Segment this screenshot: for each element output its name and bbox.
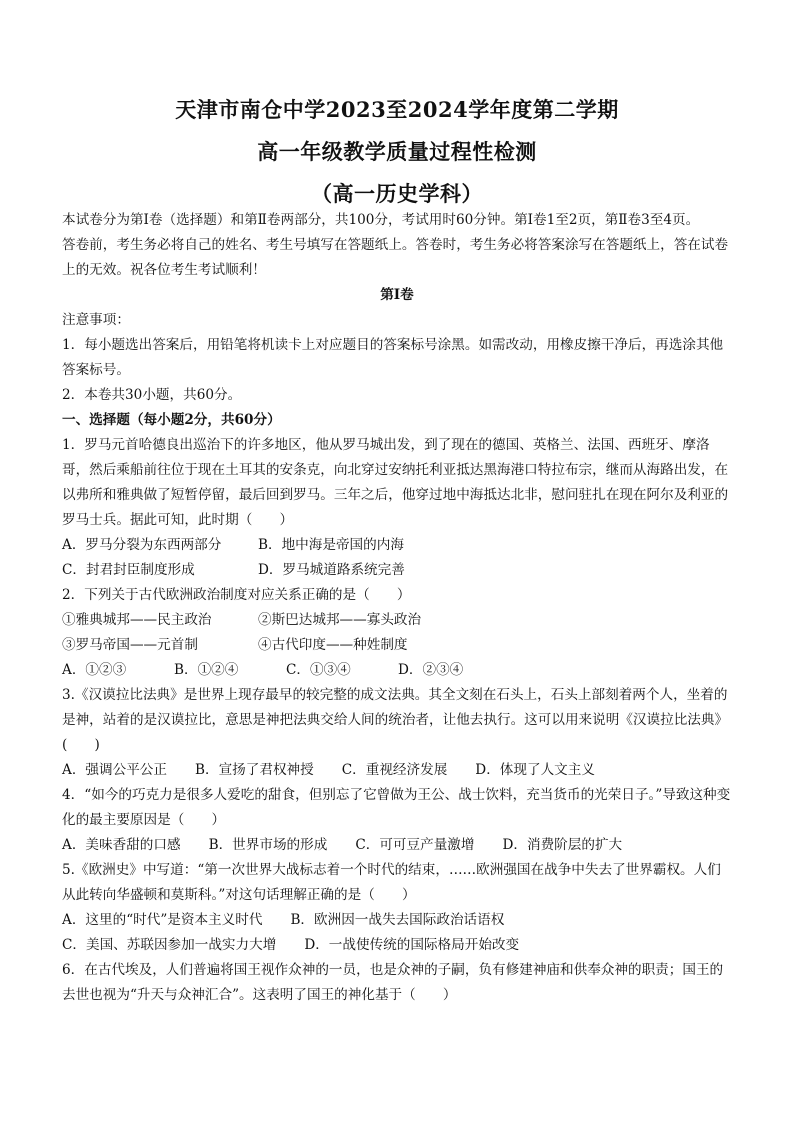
question-3-stem: 3.《汉谟拉比法典》是世界上现存最早的较完整的成文法典。其全文刻在石头上，石头上部刻着两个人，坐着的是神，站着的是汉谟拉比，意思是神把法典交给人间的统治者，让他去执行。这可以用来说明《汉谟拉比法典》( ) [62, 687, 729, 753]
question-1-option-d: D．罗马城道路系统完善 [258, 562, 405, 578]
question-1-stem: 1．罗马元首哈德良出巡治下的许多地区，他从罗马城出发，到了现在的德国、英格兰、法国、西班牙、摩洛哥，然后乘船前往位于现在土耳其的安条克，向北穿过安纳托利亚抵达黑海港口特拉布宗，继而从海路出发，在以弗所和雅典做了短暂停留，最后回到罗马。三年之后，他穿过地中海抵达北非，慰问驻扎在现在阿尔及利亚的罗马士兵。据此可知，此时期（ ） [62, 437, 729, 528]
question-4-option-a: A．美味香甜的口感 [62, 837, 181, 853]
question-2-option-d: D．②③④ [398, 662, 464, 678]
question-1-option-b: B．地中海是帝国的内海 [258, 537, 404, 553]
note-2: 2．本卷共30小题，共60分。 [62, 387, 242, 403]
exam-title-grade: 高一年级教学质量过程性检测 [257, 139, 537, 164]
exam-title-subject: （高一历史学科） [311, 181, 483, 206]
question-5-options-row-1 [62, 908, 732, 933]
question-5-stem: 5.《欧洲史》中写道：“第一次世界大战标志着一个时代的结束，……欧洲强国在战争中失去了世界霸权。人们从此转向华盛顿和莫斯科。”对这句话理解正确的是（ ） [62, 862, 721, 903]
question-4-stem: 4．“如今的巧克力是很多人爱吃的甜食，但别忘了它曾做为王公、战士饮料，充当货币的光荣日子。”导致这种变化的最主要原因是（ ） [62, 787, 731, 828]
exam-content [62, 208, 732, 1008]
note-1: 1．每小题选出答案后，用铅笔将机读卡上对应题目的答案标号涂黑。如需改动，用橡皮擦干净后，再选涂其他答案标号。 [62, 337, 724, 378]
question-1-options-row-2 [62, 558, 732, 583]
question-4-option-c: C．可可豆产量激增 [355, 837, 475, 853]
question-5-option-d: D．一战使传统的国际格局开始改变 [304, 937, 520, 953]
question-1-option-a: A．罗马分裂为东西两部分 [62, 537, 222, 553]
question-2-option-c: C．①③④ [286, 662, 351, 678]
question-2-items-row-1 [62, 608, 732, 633]
question-3-option-a: A．强调公平公正 [62, 762, 167, 778]
question-5-option-b: B．欧洲因一战失去国际政治话语权 [290, 912, 505, 928]
question-3-option-c: C．重视经济发展 [341, 762, 448, 778]
question-3-options [62, 758, 732, 783]
question-4-options [62, 833, 732, 858]
exam-title-school: 天津市南仓中学2023至2024学年度第二学期 [175, 97, 619, 122]
notes-title: 注意事项： [62, 312, 130, 328]
intro-paragraph-1: 本试卷分为第Ⅰ卷（选择题）和第Ⅱ卷两部分，共100分，考试用时60分钟。第Ⅰ卷1至2页，第Ⅱ卷3至4页。 [62, 212, 700, 228]
question-2-option-a: A．①②③ [62, 662, 127, 678]
question-4-option-b: B．世界市场的形成 [208, 837, 328, 853]
question-3-option-b: B．宣扬了君权神授 [194, 762, 314, 778]
part-title: 一、选择题（每小题2分，共60分） [62, 412, 281, 428]
question-2-item-3: ③罗马帝国——元首制 [62, 637, 198, 653]
question-2-item-2: ②斯巴达城邦——寡头政治 [258, 612, 422, 628]
question-6-stem: 6．在古代埃及，人们普遍将国王视作众神的一员，也是众神的子嗣，负有修建神庙和供奉众神的职责；国王的去世也视为“升天与众神汇合”。这表明了国王的神化基于（ ） [62, 962, 724, 1003]
question-2-options [62, 658, 732, 683]
question-1-options-row-1 [62, 533, 732, 558]
question-5-option-c: C．美国、苏联因参加一战实力大增 [62, 937, 277, 953]
question-2-items-row-2 [62, 633, 732, 658]
intro-paragraph-2: 答卷前，考生务必将自己的姓名、考生号填写在答题纸上。答卷时，考生务必将答案涂写在答题纸上，答在试卷上的无效。祝各位考生考试顺利！ [62, 237, 729, 278]
question-2-option-b: B．①②④ [174, 662, 239, 678]
question-3-option-d: D．体现了人文主义 [475, 762, 595, 778]
question-5-options-row-2 [62, 933, 732, 958]
question-2-item-1: ①雅典城邦——民主政治 [62, 612, 212, 628]
question-1-option-c: C．封君封臣制度形成 [62, 562, 195, 578]
question-2-stem: 2．下列关于古代欧洲政治制度对应关系正确的是（ ） [62, 587, 411, 603]
question-2-item-4: ④古代印度——种姓制度 [258, 637, 408, 653]
section-heading: 第Ⅰ卷 [380, 287, 414, 303]
question-5-option-a: A．这里的“时代”是资本主义时代 [62, 912, 263, 928]
question-4-option-d: D．消费阶层的扩大 [502, 837, 623, 853]
